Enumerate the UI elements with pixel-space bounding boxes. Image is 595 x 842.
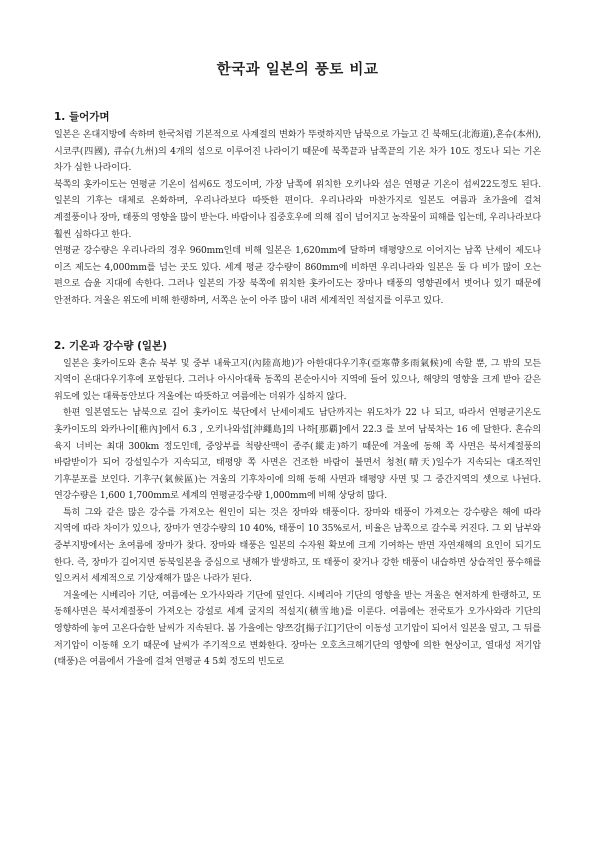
paragraph: 연평균 강수량은 우리나라의 경우 960mm인데 비해 일본은 1,620mm에 달하며 태평양으로 이어지는 남쪽 난세이 제도나 이즈 제도는 4,000mm를 넘는 곳도 있다. 세계 평균 강수량이 860mm에 비하면 우리나라와 일본은 둘 다 비가 많이 오는 편으로 습윤 지대에 속한다. 그러나 일본의 가장 북쪽에 위치한 홋카이도는 장마나 태풍의 영향권에서 벗어나 있기 때문에 안전하다. 겨울은 위도에 비해 한랭하며, 서쪽은 눈이 아주 많이 내려 세계적인 적설지를 이루고 있다. xyxy=(54,246,541,306)
paragraph: 한편 일본열도는 남북으로 길어 홋카이도 북단에서 난세이제도 남단까지는 위도차가 22 나 되고, 따라서 연평균기온도 홋카이도의 와카나이[稚內]에서 6.3 , 오키나와섬[沖繩島]의 나하[那覇]에서 22.3 를 보여 남북차는 16 에 달한다. 혼슈의 육지 너비는 최대 300km 정도인데, 중앙부를 척량산맥이 종주(縱走)하기 때문에 겨울에 동해 쪽 사면은 북서계절풍의 바람받이가 되어 강설일수가 지속되고, 태평양 쪽 사면은 건조한 바람이 불면서 청천(晴天)일수가 지속되는 대조적인 기후분포를 보인다. 기후구(氣候區)는 겨울의 기후차이에 의해 동해 사면과 태평양 사면 및 그 중간지역의 셋으로 나뉜다. 연강수량은 1,600 1,700mm로 세계의 연평균강수량 1,000mm에 비해 상당히 많다. xyxy=(54,408,541,502)
section-spacer xyxy=(54,310,541,326)
paragraph: 겨울에는 시베리아 기단, 여름에는 오가사와라 기단에 덮인다. 시베리아 기단의 영향을 받는 겨울은 현저하게 한랭하고, 또 동해사면은 북서계절풍이 가져오는 강설로 세계 굴지의 적설지(積雪地)를 이룬다. 여름에는 전국토가 오가사와라 기단의 영향하에 놓여 고온다습한 날씨가 지속된다. 봄 가을에는 양쯔강[揚子江]기단이 이동성 고기압이 되어서 일본을 덮고, 그 뒤를 저기압이 이동해 오기 때문에 날씨가 주기적으로 변화한다. 장마는 오호츠크해기단의 영향에 의한 현상이고, 열대성 저기압(태풍)은 여름에서 가을에 걸쳐 연평균 4 5회 정도의 빈도로 xyxy=(54,590,541,668)
paragraph: 일본은 온대지방에 속하며 한국처럼 기본적으로 사계절의 변화가 뚜렷하지만 남북으로 가늘고 긴 북해도(北海道),혼슈(本州), 시코쿠(四國), 큐슈(九州)의 4개의 섬으로 이루어진 나라이기 때문에 북쪽끝과 남쪽끝의 기온 차가 10도 정도나 되는 기온 차가 심한 나라이다. xyxy=(54,130,541,174)
paragraph: 북쪽의 홋카이도는 연평균 기온이 섭씨6도 정도이며, 가장 남쪽에 위치한 오키나와 섬은 연평균 기온이 섭씨22도정도 된다. 일본의 기후는 대체로 온화하며, 우리나라보다 따뜻한 편이다. 우리나라와 마찬가지로 일본도 여름과 초가을에 걸쳐 계절풍이나 장마, 태풍의 영향을 많이 받는다. 바람이나 집중호우에 의해 집이 넘어지고 농작물이 피해를 입는데, 우리나라보다 훨씬 심하다고 한다. xyxy=(54,179,541,240)
section-intro xyxy=(54,109,541,310)
section-climate xyxy=(54,338,541,671)
paragraph: 일본은 홋카이도와 혼슈 북부 및 중부 내륙고지(內陸高地)가 아한대다우기후(亞寒帶多雨氣候)에 속할 뿐, 그 밖의 모든 지역이 온대다우기후에 포함된다. 그러나 아시아대륙 동쪽의 본순아시아 지역에 들어 있으나, 해양의 영향을 크게 받아 같은 위도에 있는 대륙동안보다 겨울에는 따뜻하고 여름에는 더위가 심하지 않다. xyxy=(54,358,541,402)
document-title: 한국과 일본의 풍토 비교 xyxy=(216,61,379,78)
paragraph: 특히 그와 같은 많은 강수를 가져오는 원인이 되는 것은 장마와 태풍이다. 장마와 태풍이 가져오는 강수량은 해에 따라 지역에 따라 차이가 있으나, 장마가 연강수량의 10 40%, 태풍이 10 35%로서, 비율은 남쪽으로 갈수록 커진다. 그 외 남부와 중부지방에서는 초여름에 장마가 찾다. 장마와 태풍은 일본의 수자원 확보에 크게 기여하는 반면 자연재해의 요인이 되기도 한다. 즉, 장마가 길어지면 동북일본을 중심으로 냉해가 발생하고, 또 태풍이 잦거나 강한 태풍이 내습하면 상습적인 풍수해를 일으켜서 세계적으로 기상재해가 많은 나라가 된다. xyxy=(54,507,541,585)
section-heading: 1. 들어가며 xyxy=(54,111,110,123)
section-heading: 2. 기온과 강수량 (일본) xyxy=(54,339,168,352)
